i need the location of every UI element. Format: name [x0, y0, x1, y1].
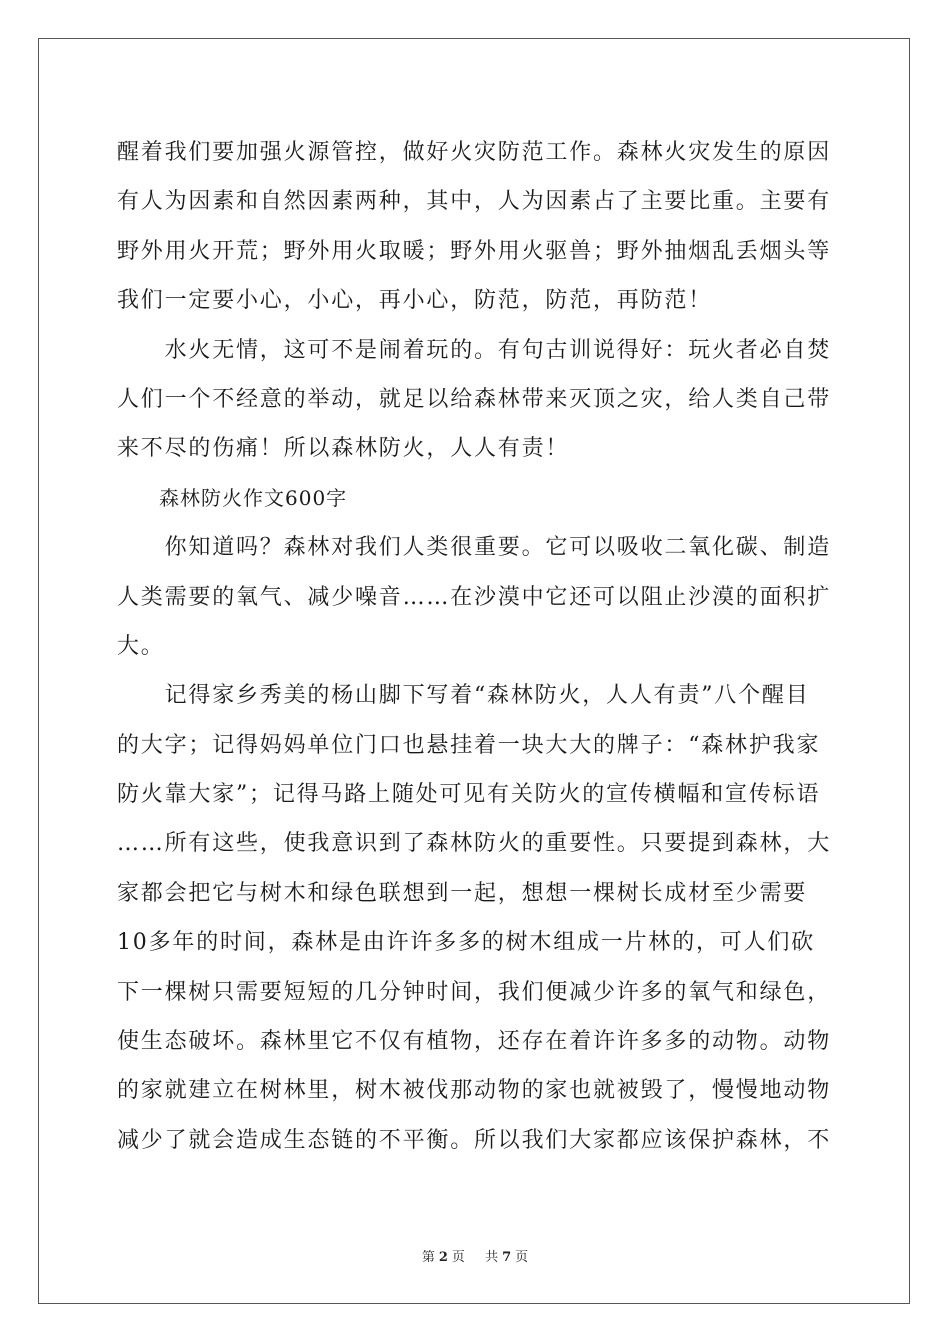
text-line: 的家就建立在树林里，树木被伐那动物的家也就被毁了，慢慢地动物: [117, 1078, 832, 1104]
text-line: 你知道吗？森林对我们人类很重要。它可以吸收二氧化碳、制造: [117, 535, 832, 561]
page-number: 第 2 页: [421, 1250, 465, 1265]
page-total: 共 7 页: [485, 1250, 529, 1265]
text-line: 家都会把它与树木和绿色联想到一起，想想一棵树长成材至少需要: [117, 880, 808, 906]
text-line: 防火靠大家”；记得马路上随处可见有关防火的宣传横幅和宣传标语: [117, 782, 821, 808]
text-line: 记得家乡秀美的杨山脚下写着“森林防火，人人有责”八个醒目: [117, 683, 810, 709]
text-line: 的大字；记得妈妈单位门口也悬挂着一块大大的牌子：“森林护我家: [117, 732, 821, 758]
text-line: ……所有这些，使我意识到了森林防火的重要性。只要提到森林，大: [117, 831, 832, 857]
text-line: 野外用火开荒；野外用火取暖；野外用火驱兽；野外抽烟乱丢烟头等: [117, 238, 832, 264]
text-line: 来不尽的伤痛！所以森林防火，人人有责！: [117, 436, 570, 462]
text-line: 人类需要的氧气、减少噪音……在沙漠中它还可以阻止沙漠的面积扩: [117, 584, 832, 610]
text-line: 使生态破坏。森林里它不仅有植物，还存在着许许多多的动物。动物: [117, 1029, 832, 1055]
document-body: [117, 128, 837, 1165]
text-line: 有人为因素和自然因素两种，其中，人为因素占了主要比重。主要有: [117, 189, 832, 215]
text-line: 大。: [117, 633, 165, 659]
text-line: 醒着我们要加强火源管控，做好火灾防范工作。森林火灾发生的原因: [117, 140, 832, 165]
page-footer: [0, 1246, 950, 1265]
text-line: 下一棵树只需要短短的几分钟时间，我们便减少许多的氧气和绿色，: [117, 979, 832, 1005]
text-line: 水火无情，这可不是闹着玩的。有句古训说得好：玩火者必自焚: [117, 337, 832, 363]
text-line: 减少了就会造成生态链的不平衡。所以我们大家都应该保护森林，不: [117, 1127, 832, 1153]
text-line: 人们一个不经意的举动，就足以给森林带来灭顶之灾，给人类自己带: [117, 386, 832, 412]
text-line: 10多年的时间，森林是由许许多多的树木组成一片林的，可人们砍: [117, 930, 815, 956]
section-heading: 森林防火作文600字: [117, 485, 348, 510]
text-line: 我们一定要小心，小心，再小心，防范，防范，再防范！: [117, 288, 713, 314]
